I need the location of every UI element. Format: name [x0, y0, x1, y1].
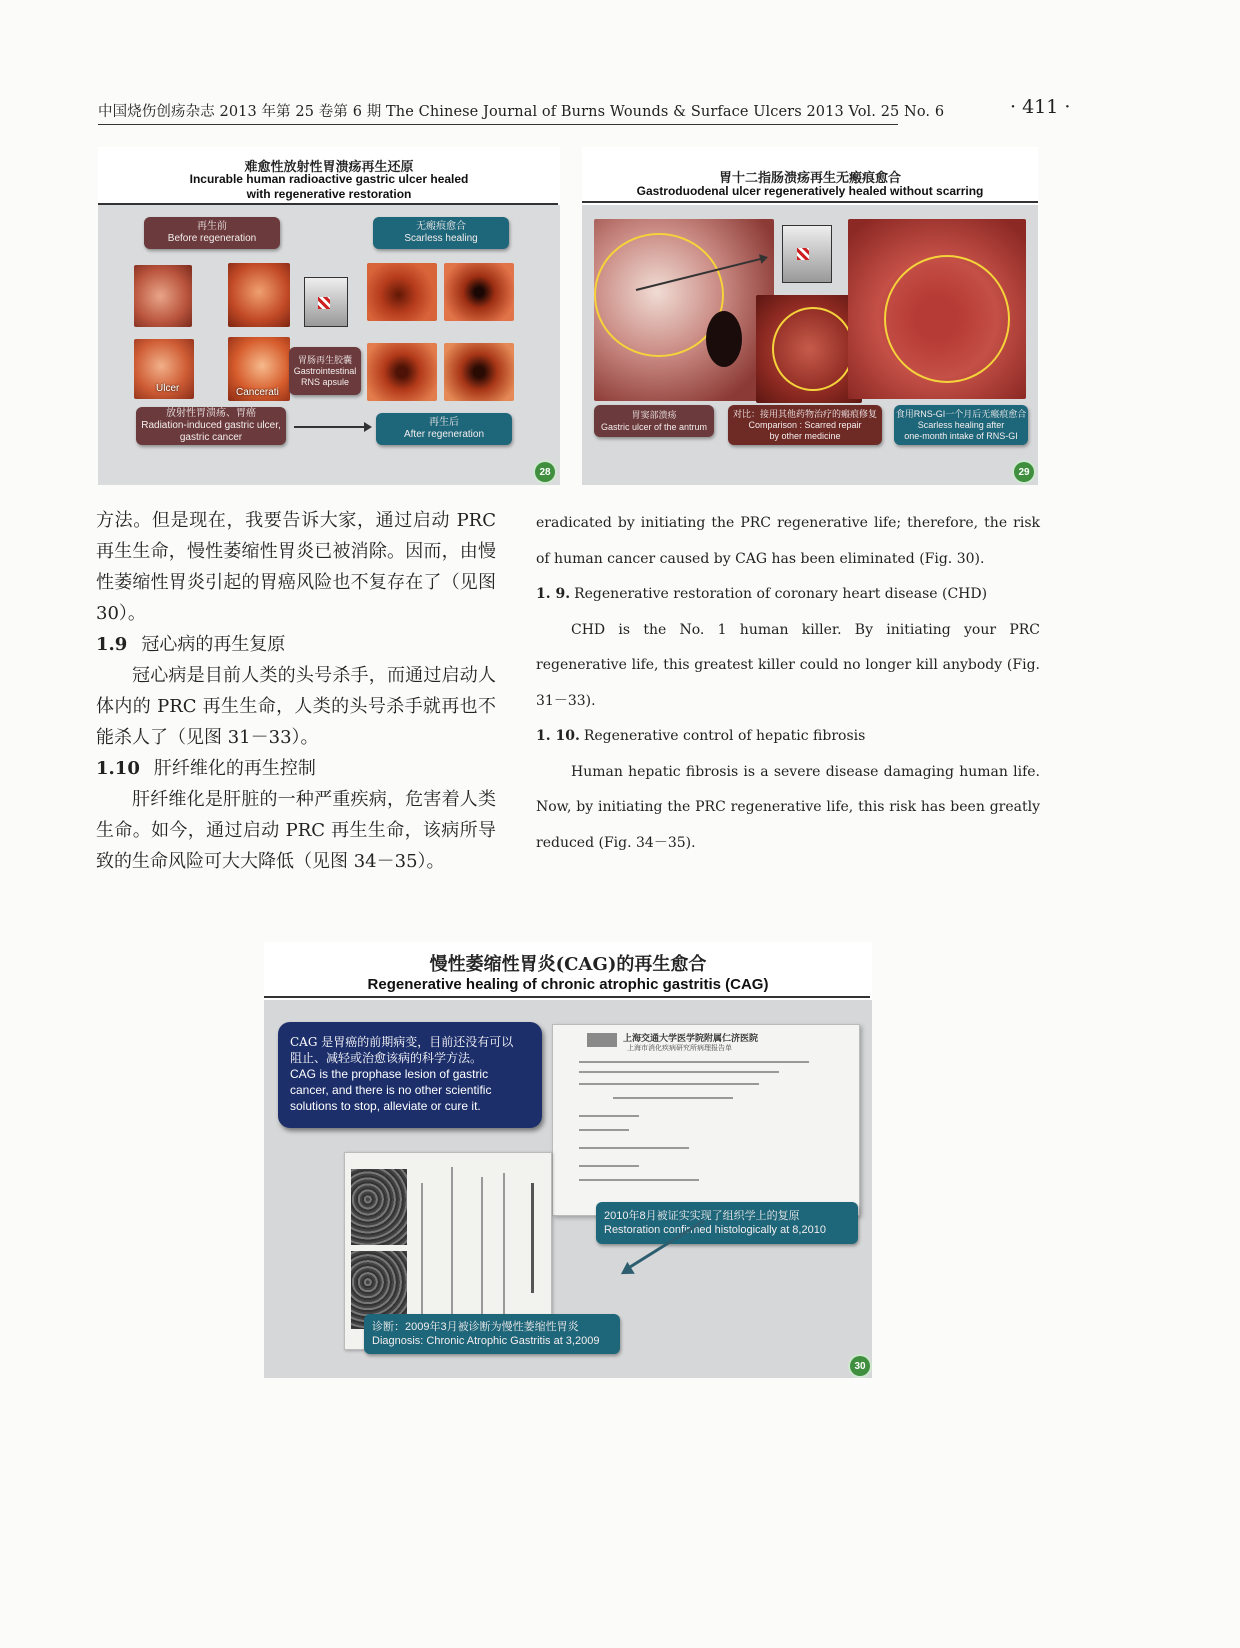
restoration-callout: 2010年8月被证实实现了组织学上的复原 Restoration confirmed histologically at 8,2010 [596, 1202, 858, 1244]
report-text-line [531, 1183, 534, 1293]
report-text-line [579, 1083, 759, 1085]
scarless-healing-label: 无瘢痕愈合 Scarless healing [373, 217, 509, 249]
micrograph-1 [351, 1169, 407, 1245]
healed-photo-4 [444, 343, 514, 401]
figure-28-title-zh: 难愈性放射性胃溃疡再生还原 [244, 160, 414, 175]
radiation-ulcer-label: 放射性胃溃疡、胃癌 Radiation-induced gastric ulcer, gastric cancer [136, 407, 286, 445]
cancer-label: Cancerati [236, 387, 279, 398]
healed-photo-2 [444, 263, 514, 321]
figure-28-title-en-1: Incurable human radioactive gastric ulcer healed [189, 172, 469, 186]
report-text-line [579, 1115, 639, 1117]
healed-photo-3 [367, 343, 437, 401]
en-paragraph-2: CHD is the No. 1 human killer. By initiating your PRC regenerative life, this greatest killer could no longer kill anybody (Fig. 31－33). [536, 621, 1040, 709]
figure-29-rule [582, 201, 1038, 203]
zh-paragraph-1: 方法。但是现在，我要告诉大家，通过启动 PRC 再生生命，慢性萎缩性胃炎已被消除。因而，由慢性萎缩性胃炎引起的胃癌风险也不复存在了（见图 30）。 [96, 510, 496, 624]
antrum-highlight-circle [594, 233, 724, 357]
before-regeneration-label: 再生前 Before regeneration [144, 217, 280, 249]
capsule-product-icon [304, 277, 348, 327]
comparison-highlight-circle [772, 307, 854, 391]
figure-29-title-zh: 胃十二指肠溃疡再生无瘢痕愈合 [718, 171, 901, 186]
slide-number-28: 28 [535, 462, 555, 482]
after-regeneration-label: 再生后 After regeneration [376, 413, 512, 445]
ulcer-label: Ulcer [156, 383, 180, 394]
ulcer-photo-2 [228, 263, 290, 327]
ulcer-photo-1 [134, 265, 192, 327]
running-head: 中国烧伤创疡杂志 2013 年第 25 卷第 6 期 The Chinese Journal of Burns Wounds & Surface Ulcers 2013 Vol. 25 No. 6 [98, 100, 898, 125]
report-text-line [579, 1147, 689, 1149]
figure-28-title-en-2: with regenerative restoration [246, 187, 412, 201]
hospital-logo [587, 1033, 617, 1047]
report-text-line [579, 1071, 779, 1073]
antrum-label: 胃窦部溃疡 Gastric ulcer of the antrum [594, 405, 714, 437]
chinese-text-column [96, 505, 496, 877]
figure-28-slide [98, 147, 560, 485]
figure-30-rule [264, 996, 870, 998]
figure-29-slide [582, 147, 1038, 485]
figure-30-title-en: Regenerative healing of chronic atrophic gastritis (CAG) [367, 976, 769, 993]
progress-arrow [294, 426, 366, 428]
capsule-product-icon [782, 225, 832, 283]
en-section-1-9: 1. 9. Regenerative restoration of coronary heart disease (CHD) [536, 586, 988, 602]
report-text-line [579, 1165, 639, 1167]
zh-paragraph-2: 冠心病是目前人类的头号杀手，而通过启动人体内的 PRC 再生生命，人类的头号杀手就再也不能杀人了（见图 31－33）。 [96, 665, 496, 748]
report-text-line [579, 1061, 809, 1063]
report-text-line [613, 1097, 733, 1099]
capsule-label: 胃肠再生胶囊 Gastrointestinal RNS apsule [289, 347, 361, 395]
zh-section-1-10: 1.10 肝纤维化的再生控制 [96, 758, 316, 779]
diagnosis-callout: 诊断：2009年3月被诊断为慢性萎缩性胃炎 Diagnosis: Chronic Atrophic Gastritis at 3,2009 [364, 1314, 620, 1354]
figure-28-rule [98, 203, 558, 205]
report-text-line [579, 1129, 629, 1131]
cag-callout: CAG 是胃癌的前期病变，目前还没有可以 阻止、减轻或治愈该病的科学方法。 CAG is the prophase lesion of gastric cancer, and there is no other scientific solutions to stop, alleviate or cure it. [278, 1022, 542, 1128]
hospital-name: 上海交通大学医学院附属仁济医院 [623, 1034, 759, 1044]
rnsgi-label: 食用RNS-GI一个月后无瘢痕愈合 Scarless healing after one-month intake of RNS-GI [894, 405, 1028, 445]
report-text-line [503, 1173, 505, 1323]
en-paragraph-1: eradicated by initiating the PRC regenerative life; therefore, the risk of human cancer caused by CAG has been eliminated (Fig. 30). [536, 515, 1040, 567]
figure-29-title-en: Gastroduodenal ulcer regeneratively healed without scarring [636, 184, 984, 198]
slide-number-30: 30 [850, 1356, 870, 1376]
en-paragraph-3: Human hepatic fibrosis is a severe disease damaging human life. Now, by initiating the PRC regenerative life, this risk has been greatly reduced (Fig. 34－35). [536, 763, 1040, 851]
english-text-column [536, 506, 1040, 861]
report-text-line [451, 1167, 453, 1317]
healed-highlight-circle [884, 255, 1010, 383]
figure-30-slide [264, 942, 872, 1378]
healed-photo-1 [367, 263, 437, 321]
pathology-report-2010 [552, 1024, 860, 1216]
report-name: 上海市消化疾病研究所病理报告单 [627, 1044, 732, 1052]
en-section-1-10: 1. 10. Regenerative control of hepatic fibrosis [536, 728, 866, 744]
dark-lesion [706, 311, 742, 367]
figure-30-title-zh: 慢性萎缩性胃炎(CAG)的再生愈合 [429, 954, 707, 975]
report-text-line [579, 1179, 699, 1181]
report-text-line [421, 1183, 423, 1323]
zh-paragraph-3: 肝纤维化是肝脏的一种严重疾病，危害着人类生命。如今，通过启动 PRC 再生生命，该病所导致的生命风险可大大降低（见图 34－35）。 [96, 789, 496, 872]
zh-section-1-9: 1.9 冠心病的再生复原 [96, 634, 286, 655]
report-text-line [481, 1177, 483, 1317]
comparison-label: 对比：接用其他药物治疗的瘢痕修复 Comparison : Scarred repair by other medicine [728, 405, 882, 445]
slide-number-29: 29 [1014, 462, 1034, 482]
page-number: · 411 · [1010, 96, 1071, 118]
